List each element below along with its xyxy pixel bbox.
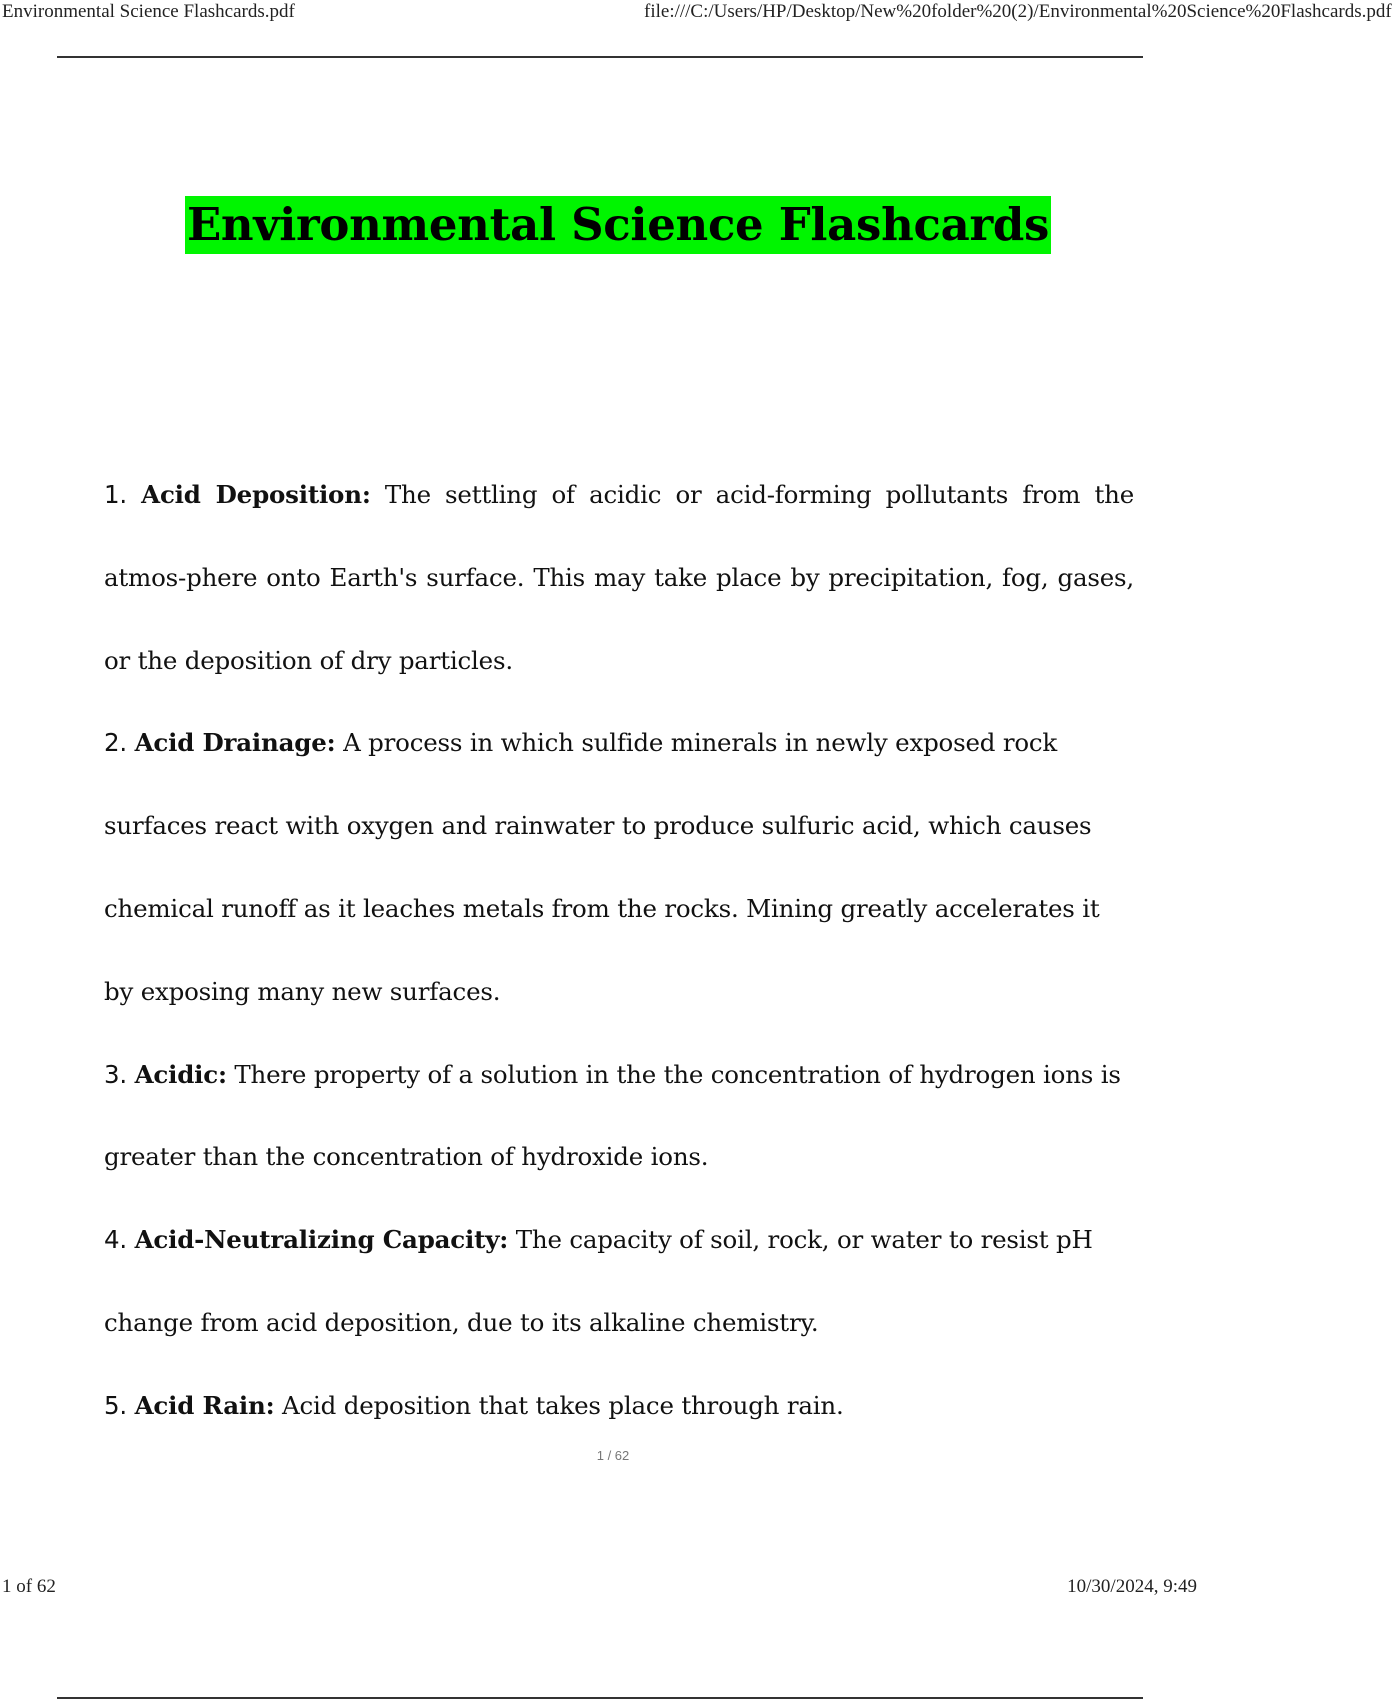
entry-number: 3.	[104, 1059, 127, 1089]
page-count: 1 of 62	[2, 1576, 56, 1597]
document-name: Environmental Science Flashcards.pdf	[2, 1, 295, 22]
entry-number: 4.	[104, 1225, 127, 1255]
flashcard-entry	[104, 1365, 1134, 1448]
entry-term: Acid Rain:	[134, 1390, 275, 1420]
flashcard-entry	[104, 702, 1134, 1033]
flashcard-entry	[104, 1199, 1134, 1365]
footer-divider	[57, 1697, 1143, 1699]
page-indicator: 1 / 62	[596, 1448, 630, 1463]
header-divider	[57, 56, 1143, 58]
entry-number: 1.	[104, 480, 127, 509]
entry-term: Acid Deposition:	[141, 480, 371, 509]
entry-definition: A process in which sulfide minerals in newly exposed rock surfaces react with oxygen and rainwater to produce sulfuric acid, which causes chemical runoff as it leaches metals from the rocks. Mining greatly accelerates it by exposing many new surfaces.	[104, 728, 1100, 1006]
print-timestamp: 10/30/2024, 9:49	[1067, 1576, 1197, 1597]
entry-definition: The settling of acidic or acid-forming pollutants from the atmos-phere onto Earth's surface. This may take place by precipitation, fog, gases, or the deposition of dry particles.	[104, 480, 1134, 675]
entry-number: 5.	[104, 1390, 127, 1420]
print-footer	[0, 1576, 1200, 1600]
flashcard-entry	[104, 454, 1134, 702]
file-url: file:///C:/Users/HP/Desktop/New%20folder%20(2)/Environmental%20Science%20Flashcards.pdf	[644, 1, 1392, 22]
flashcard-list	[104, 454, 1134, 1448]
entry-term: Acid Drainage:	[134, 728, 336, 758]
entry-definition: Acid deposition that takes place through rain.	[282, 1390, 844, 1420]
page-title: Environmental Science Flashcards	[185, 196, 1051, 254]
entry-term: Acid-Neutralizing Capacity:	[134, 1225, 509, 1255]
entry-definition: There property of a solution in the the concentration of hydrogen ions is greater than the concentration of hydroxide ions.	[104, 1059, 1121, 1172]
entry-term: Acidic:	[134, 1059, 227, 1089]
title-container	[0, 196, 1236, 254]
entry-definition: The capacity of soil, rock, or water to resist pH change from acid deposition, due to its alkaline chemistry.	[104, 1225, 1093, 1337]
flashcard-entry	[104, 1034, 1134, 1200]
entry-number: 2.	[104, 728, 127, 758]
print-header	[0, 0, 1392, 26]
